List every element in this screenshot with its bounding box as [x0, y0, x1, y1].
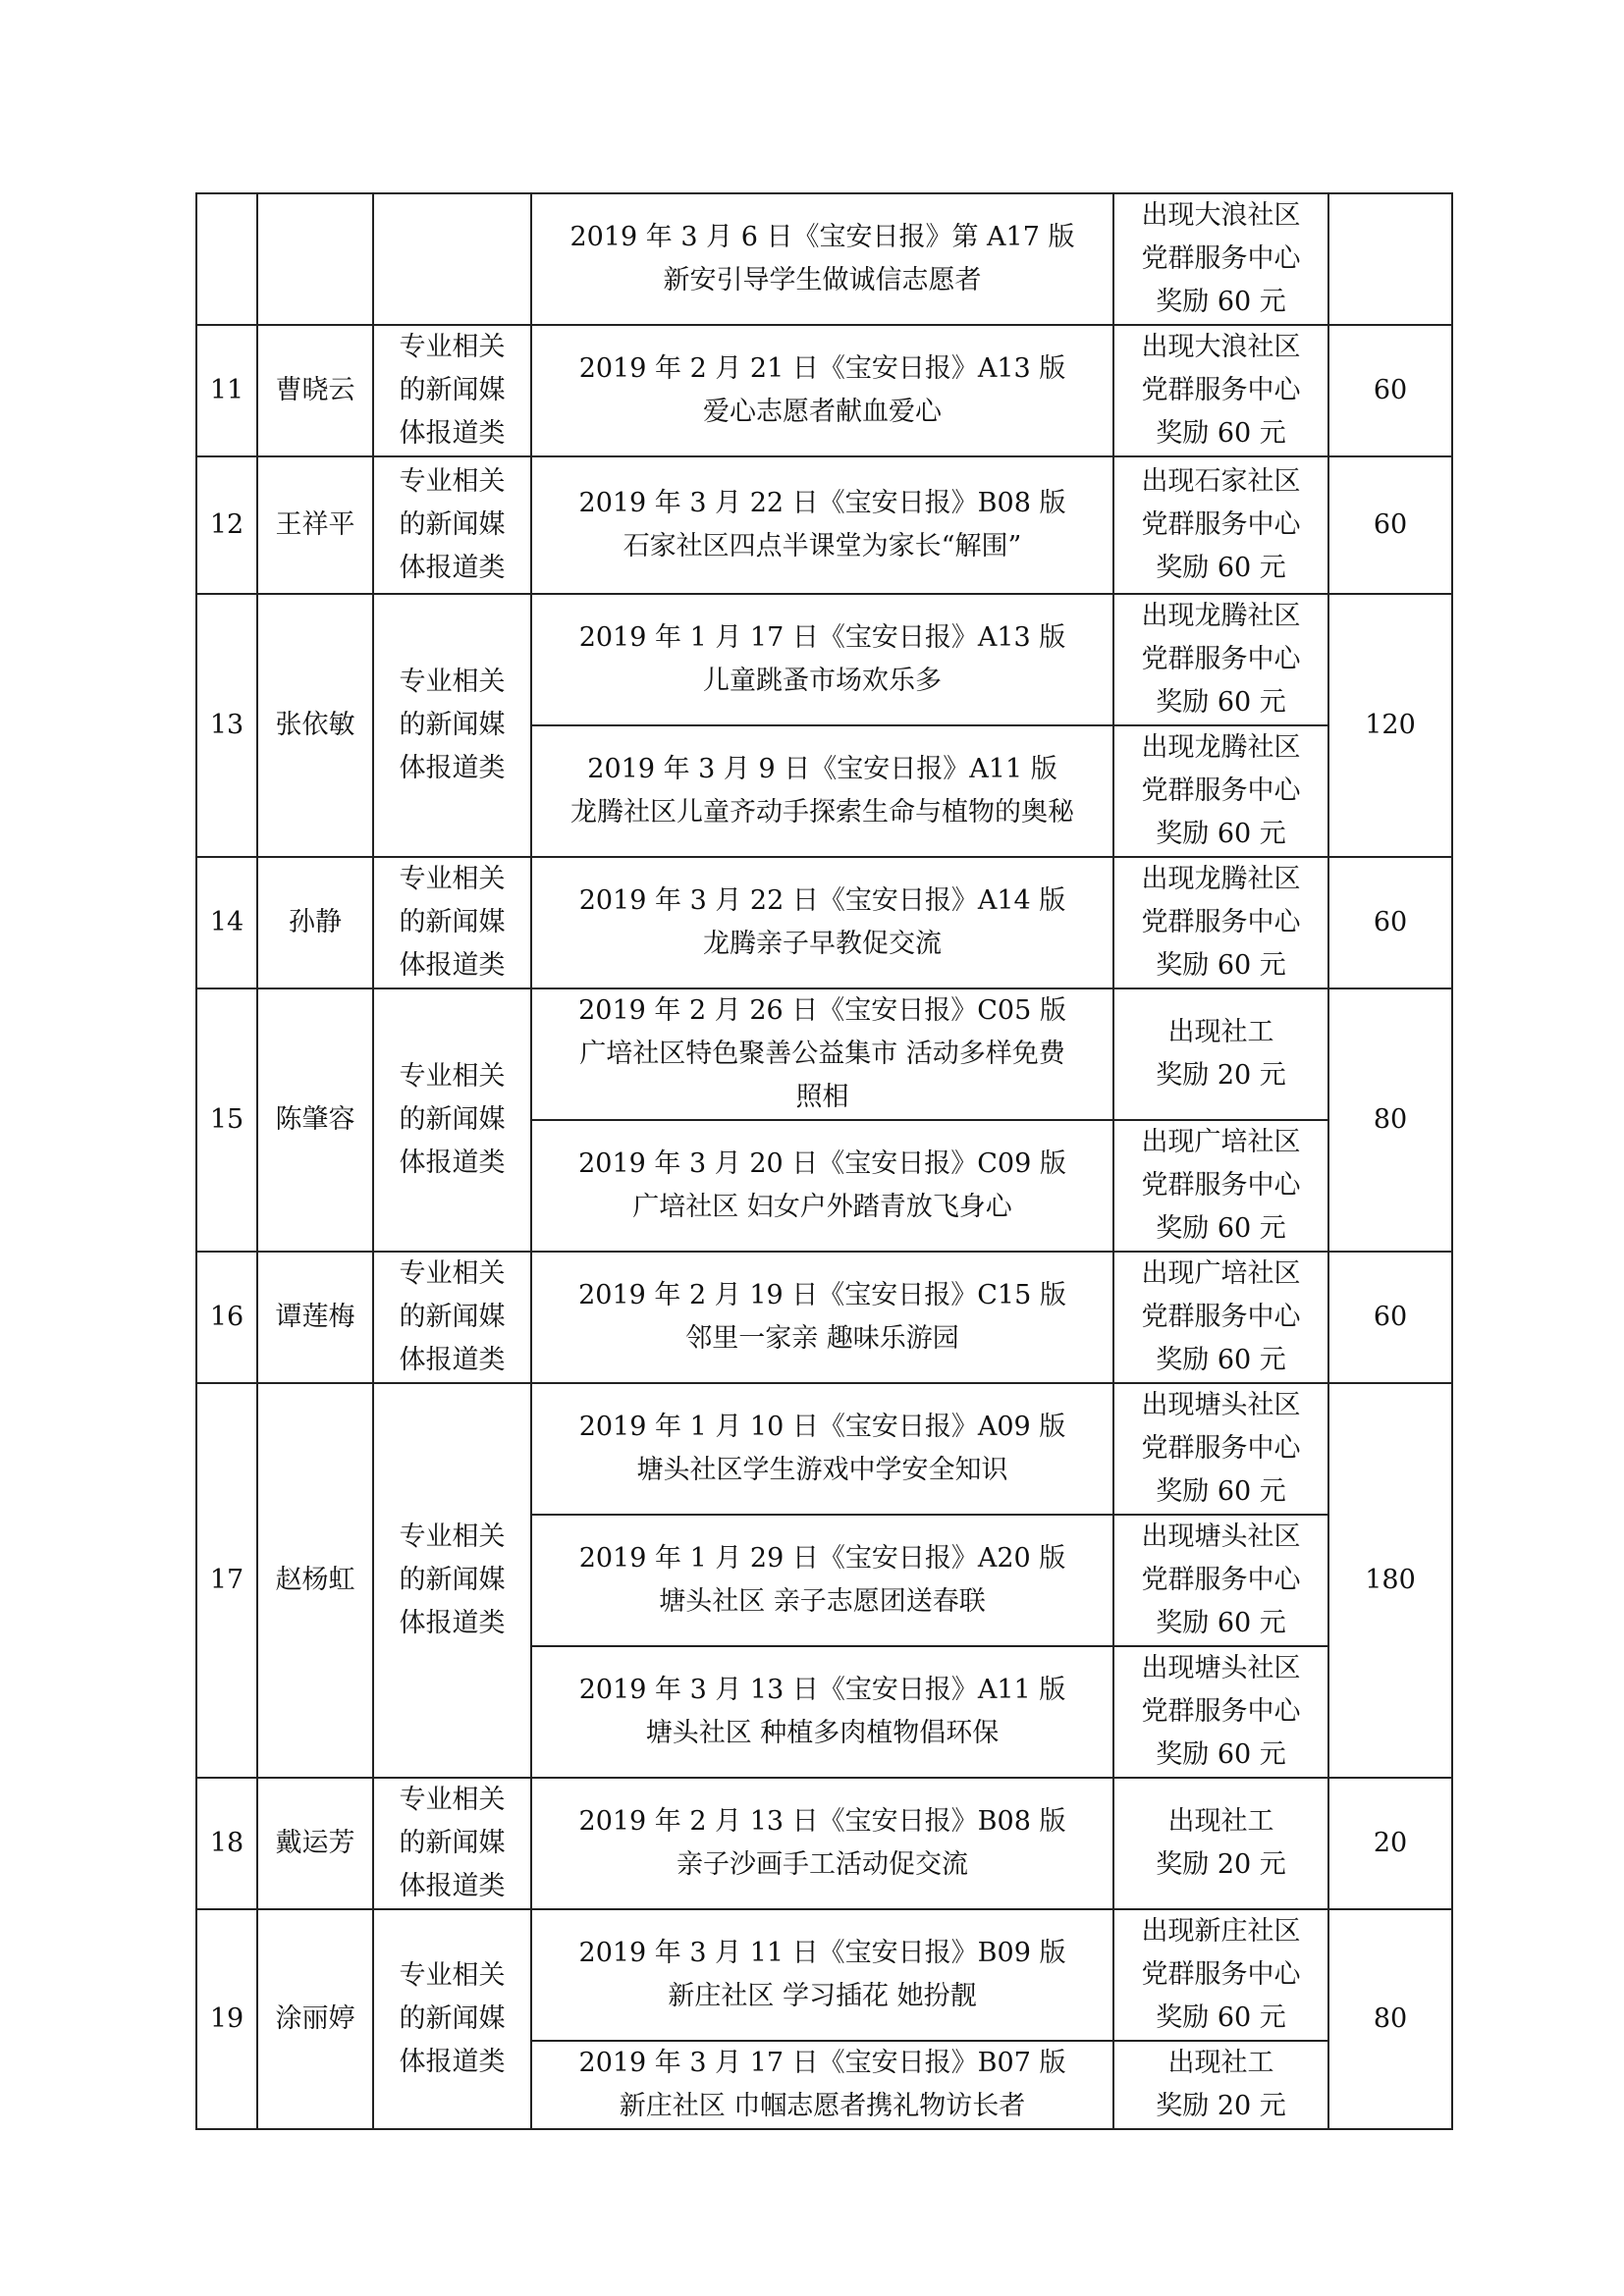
- person-name-cell-text: 张依敏: [275, 710, 355, 740]
- row-number-cell: [196, 988, 257, 1252]
- category-line: 的新闻媒: [399, 2003, 506, 2034]
- award-line: 奖励 60 元: [1156, 1608, 1286, 1638]
- award-line: 党群服务中心: [1141, 775, 1301, 806]
- person-name-cell: [257, 1778, 373, 1909]
- category-line: 专业相关: [399, 1785, 506, 1815]
- table-row: [196, 193, 1452, 325]
- row-number-cell-text: 18: [209, 1828, 244, 1858]
- award-cell: [1113, 1252, 1328, 1383]
- award-line: 出现大浪社区: [1141, 200, 1301, 231]
- award-cell: [1113, 1383, 1328, 1515]
- report-line: 2019 年 1 月 10 日《宝安日报》A09 版: [578, 1412, 1066, 1442]
- award-line: 奖励 60 元: [1156, 1476, 1286, 1507]
- table-row: [196, 1383, 1452, 1515]
- category-lines: [374, 1954, 530, 2084]
- award-line: 党群服务中心: [1141, 509, 1301, 540]
- category-line: 的新闻媒: [399, 1302, 506, 1332]
- award-line: 出现龙腾社区: [1141, 732, 1301, 763]
- award-lines: [1114, 2042, 1327, 2128]
- total-amount-cell-text: 60: [1373, 509, 1408, 540]
- report-cell: [531, 857, 1113, 988]
- report-line: 儿童跳蚤市场欢乐多: [703, 666, 942, 696]
- report-line: 2019 年 3 月 11 日《宝安日报》B09 版: [578, 1938, 1066, 1968]
- report-line: 2019 年 2 月 21 日《宝安日报》A13 版: [578, 353, 1066, 384]
- category-line: 体报道类: [399, 1345, 506, 1375]
- report-lines: [532, 347, 1112, 434]
- report-line: 2019 年 3 月 17 日《宝安日报》B07 版: [578, 2048, 1066, 2078]
- category-lines: [374, 858, 530, 988]
- row-number-cell: [196, 1383, 257, 1778]
- total-amount-cell: [1328, 456, 1452, 594]
- report-line: 2019 年 3 月 22 日《宝安日报》A14 版: [578, 885, 1066, 916]
- category-line: 专业相关: [399, 1522, 506, 1552]
- row-number-cell-text: 16: [209, 1302, 244, 1332]
- row-number-cell: [196, 1909, 257, 2129]
- report-line: 2019 年 3 月 9 日《宝安日报》A11 版: [587, 754, 1057, 784]
- report-line: 2019 年 2 月 26 日《宝安日报》C05 版: [578, 995, 1066, 1026]
- award-line: 奖励 60 元: [1156, 687, 1286, 718]
- report-cell: [531, 2041, 1113, 2129]
- person-name-cell: [257, 325, 373, 456]
- report-cell: [531, 1515, 1113, 1646]
- category-cell: [373, 1909, 531, 2129]
- total-amount-cell: [1328, 1909, 1452, 2129]
- category-lines: [374, 1253, 530, 1382]
- award-cell: [1113, 456, 1328, 594]
- report-line: 邻里一家亲 趣味乐游园: [685, 1323, 959, 1354]
- award-line: 出现塘头社区: [1141, 1522, 1301, 1552]
- award-line: 奖励 60 元: [1156, 287, 1286, 317]
- category-cell: [373, 857, 531, 988]
- award-line: 出现社工: [1167, 2048, 1274, 2078]
- report-lines: [532, 2042, 1112, 2128]
- table-row: [196, 857, 1452, 988]
- report-cell: [531, 456, 1113, 594]
- table-row: [196, 456, 1452, 594]
- total-amount-cell: [1328, 1252, 1452, 1383]
- row-number-cell-text: 15: [209, 1104, 244, 1135]
- person-name-cell: [257, 1252, 373, 1383]
- award-line: 党群服务中心: [1141, 243, 1301, 274]
- person-name-cell-text: 曹晓云: [275, 375, 355, 405]
- award-cell: [1113, 193, 1328, 325]
- report-lines: [532, 748, 1112, 834]
- table-row: [196, 1778, 1452, 1909]
- report-line: 石家社区四点半课堂为家长“解围”: [623, 531, 1022, 561]
- report-cell: [531, 725, 1113, 857]
- award-line: 奖励 60 元: [1156, 1213, 1286, 1244]
- award-cell: [1113, 594, 1328, 725]
- report-line: 塘头社区 种植多肉植物倡环保: [645, 1718, 1000, 1748]
- award-lines: [1114, 726, 1327, 856]
- category-lines: [374, 1779, 530, 1908]
- category-line: 的新闻媒: [399, 1565, 506, 1595]
- award-cell: [1113, 1646, 1328, 1778]
- category-line: 专业相关: [399, 466, 506, 497]
- award-line: 出现大浪社区: [1141, 332, 1301, 362]
- total-amount-cell-text: 60: [1373, 375, 1408, 405]
- report-cell: [531, 1778, 1113, 1909]
- table-row: [196, 594, 1452, 725]
- award-lines: [1114, 595, 1327, 724]
- category-line: 体报道类: [399, 950, 506, 981]
- award-lines: [1114, 1910, 1327, 2040]
- report-line: 2019 年 2 月 19 日《宝安日报》C15 版: [578, 1280, 1066, 1310]
- category-line: 体报道类: [399, 1608, 506, 1638]
- award-line: 出现龙腾社区: [1141, 864, 1301, 894]
- award-lines: [1114, 194, 1327, 324]
- report-line: 广培社区特色聚善公益集市 活动多样免费: [579, 1039, 1065, 1069]
- award-cell: [1113, 2041, 1328, 2129]
- total-amount-cell: [1328, 594, 1452, 857]
- report-line: 2019 年 2 月 13 日《宝安日报》B08 版: [578, 1806, 1066, 1837]
- report-line: 新安引导学生做诚信志愿者: [663, 265, 982, 295]
- category-cell: [373, 1383, 531, 1778]
- person-name-cell-text: 赵杨虹: [275, 1565, 355, 1595]
- award-line: 奖励 60 元: [1156, 950, 1286, 981]
- award-line: 奖励 20 元: [1156, 1849, 1286, 1880]
- report-line: 2019 年 3 月 13 日《宝安日报》A11 版: [578, 1675, 1066, 1705]
- award-lines: [1114, 460, 1327, 590]
- person-name-cell: [257, 594, 373, 857]
- row-number-cell: [196, 325, 257, 456]
- person-name-cell: [257, 456, 373, 594]
- report-lines: [532, 482, 1112, 568]
- total-amount-cell: [1328, 325, 1452, 456]
- report-line: 2019 年 1 月 17 日《宝安日报》A13 版: [578, 622, 1066, 653]
- category-lines: [374, 326, 530, 455]
- row-number-cell: [196, 1252, 257, 1383]
- category-lines: [374, 1055, 530, 1185]
- total-amount-cell-text: 60: [1373, 1302, 1408, 1332]
- award-cell: [1113, 1120, 1328, 1252]
- row-number-cell-text: 17: [209, 1565, 244, 1595]
- award-line: 党群服务中心: [1141, 1433, 1301, 1464]
- report-lines: [532, 216, 1112, 302]
- award-line: 奖励 60 元: [1156, 819, 1286, 849]
- award-line: 出现新庄社区: [1141, 1916, 1301, 1947]
- report-cell: [531, 1909, 1113, 2041]
- award-cell: [1113, 725, 1328, 857]
- award-line: 出现社工: [1167, 1806, 1274, 1837]
- award-line: 奖励 20 元: [1156, 2091, 1286, 2121]
- person-name-cell: [257, 1383, 373, 1778]
- report-line: 广培社区 妇女户外踏青放飞身心: [632, 1192, 1012, 1222]
- person-name-cell-text: 孙静: [289, 907, 342, 937]
- person-name-cell-text: 戴运芳: [275, 1828, 355, 1858]
- report-line: 塘头社区学生游戏中学安全知识: [636, 1455, 1008, 1485]
- category-cell: [373, 456, 531, 594]
- award-line: 党群服务中心: [1141, 1959, 1301, 1990]
- category-line: 体报道类: [399, 753, 506, 783]
- report-lines: [532, 1274, 1112, 1361]
- award-lines: [1114, 1516, 1327, 1645]
- award-cell: [1113, 988, 1328, 1120]
- total-amount-cell-text: 180: [1365, 1565, 1416, 1595]
- award-line: 出现社工: [1167, 1017, 1274, 1047]
- report-line: 塘头社区 亲子志愿团送春联: [659, 1586, 986, 1617]
- award-line: 党群服务中心: [1141, 644, 1301, 674]
- report-lines: [532, 1800, 1112, 1887]
- category-line: 专业相关: [399, 864, 506, 894]
- category-cell: [373, 988, 531, 1252]
- row-number-cell-text: 14: [209, 907, 244, 937]
- award-cell: [1113, 1778, 1328, 1909]
- row-number-cell: [196, 193, 257, 325]
- award-line: 出现广培社区: [1141, 1258, 1301, 1289]
- report-cell: [531, 1646, 1113, 1778]
- report-lines: [532, 1537, 1112, 1624]
- table-row: [196, 1252, 1452, 1383]
- report-lines: [532, 880, 1112, 966]
- report-line: 新庄社区 学习插花 她扮靓: [668, 1981, 977, 2011]
- award-lines: [1114, 1800, 1327, 1887]
- category-lines: [374, 1516, 530, 1645]
- category-line: 专业相关: [399, 667, 506, 697]
- category-cell: [373, 1252, 531, 1383]
- table-row: [196, 988, 1452, 1120]
- award-line: 出现龙腾社区: [1141, 601, 1301, 631]
- award-lines: [1114, 1121, 1327, 1251]
- total-amount-cell-text: 80: [1373, 1104, 1408, 1135]
- total-amount-cell: [1328, 1383, 1452, 1778]
- award-table: [195, 192, 1453, 2130]
- category-cell: [373, 594, 531, 857]
- category-lines: [374, 661, 530, 790]
- report-cell: [531, 1252, 1113, 1383]
- award-line: 党群服务中心: [1141, 1696, 1301, 1727]
- category-line: 的新闻媒: [399, 1828, 506, 1858]
- report-lines: [532, 1932, 1112, 2018]
- total-amount-cell: [1328, 193, 1452, 325]
- report-line: 照相: [795, 1082, 849, 1112]
- report-line: 龙腾社区儿童齐动手探索生命与植物的奥秘: [570, 797, 1074, 828]
- total-amount-cell-text: 120: [1365, 710, 1416, 740]
- award-cell: [1113, 1909, 1328, 2041]
- award-line: 奖励 60 元: [1156, 1345, 1286, 1375]
- row-number-cell-text: 13: [209, 710, 244, 740]
- row-number-cell-text: 19: [209, 2003, 244, 2034]
- report-line: 新庄社区 巾帼志愿者携礼物访长者: [619, 2091, 1026, 2121]
- category-cell: [373, 325, 531, 456]
- category-cell: [373, 193, 531, 325]
- report-lines: [532, 1143, 1112, 1229]
- report-cell: [531, 325, 1113, 456]
- award-line: 奖励 20 元: [1156, 1060, 1286, 1091]
- row-number-cell: [196, 1778, 257, 1909]
- category-line: 的新闻媒: [399, 375, 506, 405]
- person-name-cell: [257, 193, 373, 325]
- category-line: 体报道类: [399, 418, 506, 449]
- row-number-cell: [196, 594, 257, 857]
- award-line: 党群服务中心: [1141, 375, 1301, 405]
- person-name-cell-text: 王祥平: [275, 509, 355, 540]
- report-line: 2019 年 3 月 22 日《宝安日报》B08 版: [578, 488, 1066, 518]
- person-name-cell: [257, 988, 373, 1252]
- category-line: 体报道类: [399, 2047, 506, 2077]
- award-lines: [1114, 858, 1327, 988]
- award-lines: [1114, 1384, 1327, 1514]
- report-lines: [532, 616, 1112, 703]
- category-line: 体报道类: [399, 1871, 506, 1901]
- category-line: 专业相关: [399, 332, 506, 362]
- report-cell: [531, 988, 1113, 1120]
- report-line: 龙腾亲子早教促交流: [703, 929, 942, 959]
- person-name-cell: [257, 1909, 373, 2129]
- award-line: 奖励 60 元: [1156, 418, 1286, 449]
- category-line: 的新闻媒: [399, 907, 506, 937]
- category-cell: [373, 1778, 531, 1909]
- category-line: 专业相关: [399, 1061, 506, 1092]
- row-number-cell-text: 11: [209, 375, 244, 405]
- award-lines: [1114, 326, 1327, 455]
- total-amount-cell: [1328, 1778, 1452, 1909]
- row-number-cell: [196, 456, 257, 594]
- category-line: 专业相关: [399, 1258, 506, 1289]
- category-line: 的新闻媒: [399, 509, 506, 540]
- report-line: 2019 年 3 月 20 日《宝安日报》C09 版: [578, 1148, 1066, 1179]
- award-lines: [1114, 1253, 1327, 1382]
- total-amount-cell: [1328, 857, 1452, 988]
- award-lines: [1114, 1647, 1327, 1777]
- person-name-cell-text: 涂丽婷: [275, 2003, 355, 2034]
- report-cell: [531, 1383, 1113, 1515]
- category-line: 体报道类: [399, 1148, 506, 1178]
- total-amount-cell-text: 60: [1373, 907, 1408, 937]
- category-line: 的新闻媒: [399, 1104, 506, 1135]
- row-number-cell: [196, 857, 257, 988]
- award-line: 出现广培社区: [1141, 1127, 1301, 1157]
- report-line: 爱心志愿者献血爱心: [703, 397, 942, 427]
- award-line: 党群服务中心: [1141, 1302, 1301, 1332]
- total-amount-cell-text: 80: [1373, 2003, 1408, 2034]
- category-line: 体报道类: [399, 553, 506, 583]
- award-line: 奖励 60 元: [1156, 2002, 1286, 2033]
- row-number-cell-text: 12: [209, 509, 244, 540]
- award-line: 党群服务中心: [1141, 1170, 1301, 1201]
- award-lines: [1114, 1011, 1327, 1097]
- report-lines: [532, 1669, 1112, 1755]
- table-row: [196, 1909, 1452, 2041]
- person-name-cell-text: 陈肇容: [275, 1104, 355, 1135]
- person-name-cell: [257, 857, 373, 988]
- table-row: [196, 325, 1452, 456]
- report-line: 亲子沙画手工活动促交流: [677, 1849, 968, 1880]
- category-lines: [374, 460, 530, 590]
- award-line: 出现塘头社区: [1141, 1390, 1301, 1420]
- total-amount-cell: [1328, 988, 1452, 1252]
- category-line: 的新闻媒: [399, 710, 506, 740]
- award-line: 奖励 60 元: [1156, 1739, 1286, 1770]
- report-cell: [531, 193, 1113, 325]
- award-cell: [1113, 857, 1328, 988]
- award-line: 出现塘头社区: [1141, 1653, 1301, 1683]
- award-line: 出现石家社区: [1141, 466, 1301, 497]
- report-lines: [532, 1406, 1112, 1492]
- category-line: 专业相关: [399, 1960, 506, 1991]
- award-line: 奖励 60 元: [1156, 553, 1286, 583]
- award-line: 党群服务中心: [1141, 907, 1301, 937]
- award-table-body: [196, 193, 1452, 2129]
- person-name-cell-text: 谭莲梅: [275, 1302, 355, 1332]
- report-line: 2019 年 1 月 29 日《宝安日报》A20 版: [578, 1543, 1066, 1574]
- report-lines: [532, 989, 1112, 1119]
- award-cell: [1113, 325, 1328, 456]
- report-line: 2019 年 3 月 6 日《宝安日报》第 A17 版: [569, 222, 1075, 252]
- total-amount-cell-text: 20: [1373, 1828, 1408, 1858]
- report-cell: [531, 1120, 1113, 1252]
- award-cell: [1113, 1515, 1328, 1646]
- award-line: 党群服务中心: [1141, 1565, 1301, 1595]
- report-cell: [531, 594, 1113, 725]
